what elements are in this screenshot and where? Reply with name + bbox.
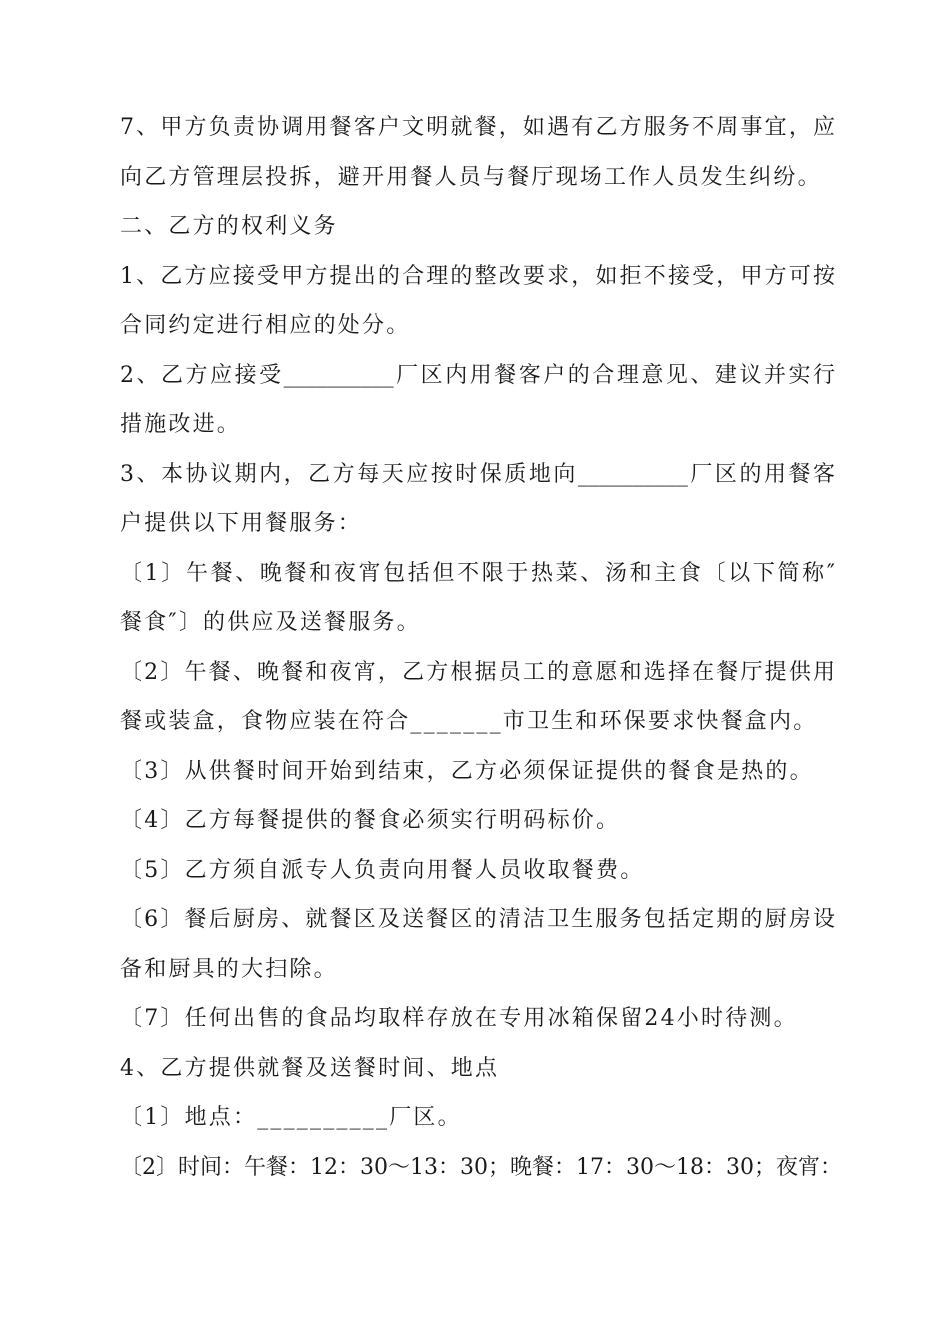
text-line: 〔1〕午餐、晚餐和夜宵包括但不限于热菜、汤和主食〔以下简称″ bbox=[120, 560, 835, 586]
text-line: 措施改进。 bbox=[120, 412, 242, 437]
section-heading: 4、乙方提供就餐及送餐时间、地点 bbox=[120, 1055, 500, 1081]
text-line: 〔2〕午餐、晚餐和夜宵，乙方根据员工的意愿和选择在餐厅提供用 bbox=[120, 659, 835, 685]
text-line: 3、本协议期内，乙方每天应按时保质地向__________厂区的用餐客 bbox=[120, 461, 835, 487]
text-line: 餐或装盒，食物应装在符合_______市卫生和环保要求快餐盒内。 bbox=[120, 709, 818, 734]
text-line: 向乙方管理层投拆，避开用餐人员与餐厅现场工作人员发生纠纷。 bbox=[120, 164, 822, 190]
text-line: 2、乙方应接受__________厂区内用餐客户的合理意见、建议并实行 bbox=[120, 362, 835, 388]
text-line: 〔1〕地点：__________厂区。 bbox=[120, 1105, 462, 1130]
text-line: 餐食″〕的供应及送餐服务。 bbox=[120, 610, 421, 635]
text-line: 户提供以下用餐服务： bbox=[120, 511, 363, 536]
text-line: 1、乙方应接受甲方提出的合理的整改要求，如拒不接受，甲方可按 bbox=[120, 263, 835, 289]
text-line: 7、甲方负责协调用餐客户文明就餐，如遇有乙方服务不周事宜，应 bbox=[120, 115, 835, 140]
text-line: 合同约定进行相应的处分。 bbox=[120, 313, 411, 338]
section-heading: 二、乙方的权利义务 bbox=[120, 214, 338, 239]
text-line: 〔3〕从供餐时间开始到结束，乙方必须保证提供的餐食是热的。 bbox=[120, 758, 814, 784]
text-line: 〔6〕餐后厨房、就餐区及送餐区的清洁卫生服务包括定期的厨房设 bbox=[120, 907, 835, 932]
text-line: 〔5〕乙方须自派专人负责向用餐人员收取餐费。 bbox=[120, 857, 645, 883]
text-line: 〔7〕任何出售的食品均取样存放在专用冰箱保留24小时待测。 bbox=[120, 1006, 798, 1031]
text-line: 〔4〕乙方每餐提供的餐食必须实行明码标价。 bbox=[120, 808, 621, 833]
document-body bbox=[120, 103, 842, 1192]
text-line: 备和厨具的大扫除。 bbox=[120, 956, 338, 982]
text-line: 〔2〕时间：午餐：12：30～13：30；晚餐：17：30～18：30；夜宵： bbox=[120, 1154, 842, 1180]
